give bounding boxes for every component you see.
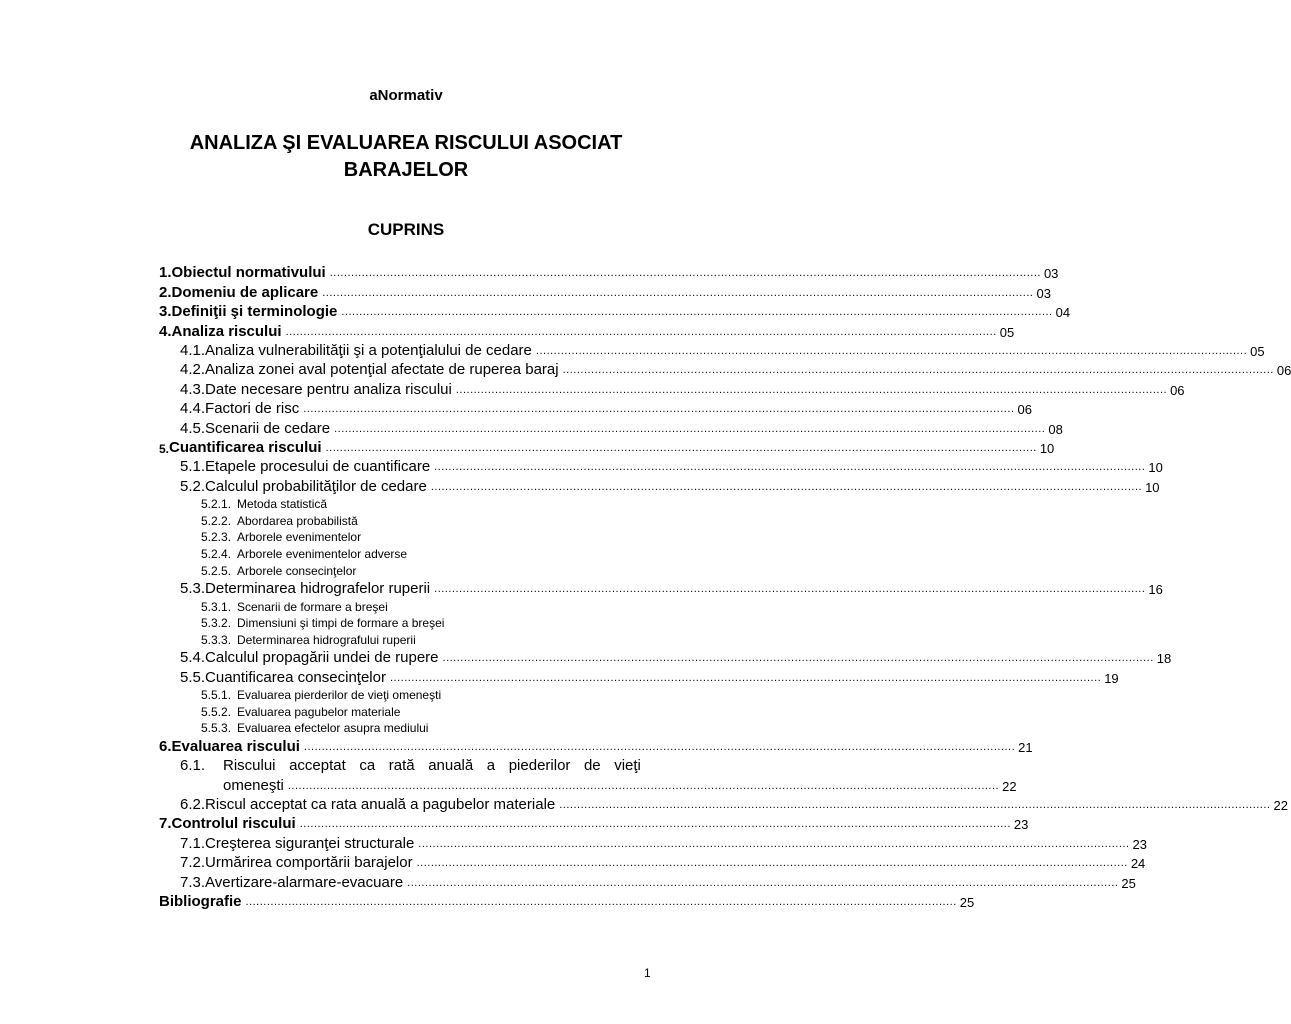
toc-number: 5.2.2. <box>201 513 232 528</box>
toc-label: Calculul propagării undei de rupere <box>205 649 439 667</box>
toc-page: 06 <box>1017 402 1032 418</box>
toc-entry-4-4 <box>159 398 1032 418</box>
toc-number: 4.1. <box>180 341 206 359</box>
toc-entry-5-2-5 <box>159 561 641 578</box>
dot-leader: ........................................................................................................................................................................................................ <box>285 325 997 338</box>
toc-entry-6-2 <box>159 794 1288 813</box>
toc-label-word: de <box>583 757 601 775</box>
toc-page: 23 <box>1132 836 1147 852</box>
toc-number: 7.3. <box>180 873 206 891</box>
toc-entry-5-2-1 <box>159 495 641 512</box>
toc-entry-4-5 <box>159 417 1063 437</box>
toc-entry-5-3-3 <box>159 630 641 647</box>
toc-label: Evaluarea pierderilor de vieţi omeneşti <box>237 688 442 703</box>
toc-entry-1 <box>159 262 1059 282</box>
title-line-2: BARAJELOR <box>343 159 469 181</box>
toc-number: 5.3.2. <box>201 616 232 631</box>
toc-label-justified <box>223 757 641 774</box>
toc-label: Cuantificarea riscului <box>169 438 322 456</box>
toc-entry-5-2-2 <box>159 511 641 528</box>
toc-label: Riscul acceptat ca rata anuală a pagubelor materiale <box>205 795 556 813</box>
dot-leader: ........................................................................................................................................................................................................ <box>334 422 1046 435</box>
toc-page: 24 <box>1130 856 1146 872</box>
toc-entry-5 <box>159 437 1055 456</box>
toc-label: Bibliografie <box>159 892 242 910</box>
toc-number: 5.5.3. <box>201 721 232 736</box>
toc-label-word: rată <box>388 757 415 775</box>
toc-label: Cuantificarea consecinţelor <box>205 668 386 686</box>
table-of-contents <box>159 262 1291 910</box>
toc-entry-6 <box>159 735 1033 755</box>
toc-number: 4. <box>159 322 172 340</box>
toc-number: 6.2. <box>180 795 206 813</box>
dot-leader: ........................................................................................................................................................................................................ <box>299 818 1011 831</box>
toc-label-word: ca <box>359 757 376 775</box>
toc-label-word: a <box>486 757 496 775</box>
title-line-1: ANALIZA ŞI EVALUAREA RISCULUI ASOCIAT <box>189 132 623 154</box>
dot-leader: ........................................................................................................................................................................................................ <box>407 876 1119 889</box>
toc-label: Creşterea siguranţei structurale <box>205 834 415 852</box>
toc-label: Determinarea hidrografului ruperii <box>237 632 416 647</box>
toc-page: 23 <box>1013 817 1029 833</box>
toc-number: 2. <box>159 283 172 301</box>
toc-label: Scenarii de formare a breşei <box>237 599 388 614</box>
toc-number: 5.2.5. <box>201 563 232 578</box>
toc-label: Evaluarea pagubelor materiale <box>237 704 401 719</box>
dot-leader: ........................................................................................................................................................................................................ <box>341 306 1053 319</box>
toc-number: 1. <box>159 264 172 282</box>
toc-number: 7.1. <box>180 834 206 852</box>
toc-label: Controlul riscului <box>171 815 296 833</box>
toc-number: 5.3. <box>180 580 206 598</box>
toc-page: 21 <box>1018 739 1033 755</box>
toc-number: 7.2. <box>180 854 206 872</box>
toc-label: Analiza riscului <box>171 322 282 340</box>
toc-entry-5-5 <box>159 666 1119 686</box>
toc-label: Arborele evenimentelor adverse <box>237 547 408 562</box>
toc-number: 7. <box>159 815 172 833</box>
toc-page: 25 <box>1121 875 1136 891</box>
dot-leader: ........................................................................................................................................................................................................ <box>303 740 1016 753</box>
toc-page: 08 <box>1048 421 1063 437</box>
toc-number: 5.3.1. <box>201 599 232 614</box>
toc-number: 6.1. <box>180 757 206 775</box>
toc-number: 5.2. <box>180 477 206 495</box>
toc-number: 5.4. <box>180 649 206 667</box>
document-subtitle: aNormativ <box>369 87 443 104</box>
toc-page: 22 <box>1273 797 1288 813</box>
toc-entry-5-3-2 <box>159 614 641 631</box>
dot-leader: ........................................................................................................................................................................................................ <box>389 671 1102 684</box>
dot-leader: ........................................................................................................................................................................................................ <box>434 583 1146 596</box>
toc-label: Etapele procesului de cuantificare <box>205 458 431 476</box>
toc-entry-5-2-4 <box>159 544 641 561</box>
dot-leader: ........................................................................................................................................................................................................ <box>434 461 1146 474</box>
toc-label: Abordarea probabilistă <box>237 513 358 528</box>
toc-label-word: Riscului <box>223 757 276 775</box>
dot-leader: ........................................................................................................................................................................................................ <box>430 480 1143 493</box>
toc-label: Analiza zonei aval potenţial afectate de ruperea baraj <box>205 361 559 379</box>
toc-number: 5.2.1. <box>201 497 232 512</box>
toc-number: 5.5.1. <box>201 688 232 703</box>
toc-entry-7 <box>159 813 1029 833</box>
page-number: 1 <box>644 966 651 980</box>
toc-page: 03 <box>1043 266 1059 282</box>
toc-label: omeneşti <box>223 776 284 794</box>
dot-leader: ........................................................................................................................................................................................................ <box>562 364 1274 377</box>
dot-leader: ........................................................................................................................................................................................................ <box>322 286 1034 299</box>
toc-entry-4 <box>159 320 1015 340</box>
toc-label: Urmărirea comportării barajelor <box>205 854 413 872</box>
toc-entry-7-1 <box>159 832 1147 852</box>
toc-label-word: anuală <box>428 757 474 775</box>
dot-leader: ........................................................................................................................................................................................................ <box>559 798 1271 811</box>
toc-label: Avertizare-alarmare-evacuare <box>205 873 404 891</box>
toc-entry-7-2 <box>159 852 1146 872</box>
toc-label: Definiţii şi terminologie <box>171 303 338 321</box>
toc-page: 10 <box>1148 460 1163 476</box>
toc-label-word: vieţi <box>614 757 641 775</box>
toc-entry-7-3 <box>159 871 1136 891</box>
dot-leader: ........................................................................................................................................................................................................ <box>416 857 1128 870</box>
toc-number: 5.5.2. <box>201 704 232 719</box>
toc-page: 03 <box>1036 285 1051 301</box>
toc-label: Determinarea hidrografelor ruperii <box>205 580 431 598</box>
dot-leader: ........................................................................................................................................................................................................ <box>287 779 1000 792</box>
toc-number: 5.3.3. <box>201 632 232 647</box>
toc-entry-2 <box>159 281 1051 301</box>
toc-entry-5-5-3 <box>159 719 641 736</box>
toc-entry-bibliografie <box>159 891 975 910</box>
toc-number: 3. <box>159 303 172 321</box>
toc-number: 6. <box>159 737 172 755</box>
toc-label: Dimensiuni şi timpi de formare a breşei <box>237 616 445 631</box>
toc-entry-3 <box>159 301 1071 321</box>
toc-page: 10 <box>1039 440 1055 456</box>
toc-entry-4-3 <box>159 378 1185 398</box>
dot-leader: ........................................................................................................................................................................................................ <box>329 267 1041 280</box>
dot-leader: ........................................................................................................................................................................................................ <box>325 441 1037 454</box>
toc-entry-5-1 <box>159 456 1163 476</box>
toc-page: 19 <box>1104 670 1119 686</box>
toc-entry-5-3-1 <box>159 597 641 614</box>
dot-leader: ........................................................................................................................................................................................................ <box>303 403 1015 416</box>
toc-label: Arborele evenimentelor <box>237 530 362 545</box>
toc-entry-4-2 <box>159 359 1291 379</box>
toc-label: Metoda statistică <box>237 497 328 512</box>
toc-page: 06 <box>1170 382 1185 398</box>
toc-number: 5.2.4. <box>201 547 232 562</box>
toc-page: 04 <box>1055 305 1071 321</box>
toc-label-word: piederilor <box>508 757 571 775</box>
toc-page: 05 <box>1250 343 1265 359</box>
dot-leader: ........................................................................................................................................................................................................ <box>455 383 1168 396</box>
toc-number: 5.1. <box>180 458 206 476</box>
toc-entry-5-5-2 <box>159 702 641 719</box>
toc-label: Obiectul normativului <box>171 264 326 282</box>
toc-page: 05 <box>999 324 1015 340</box>
toc-entry-6-1-continued <box>159 774 1017 794</box>
toc-number: 4.5. <box>180 419 206 437</box>
toc-entry-5-4 <box>159 647 1172 667</box>
toc-number: 4.4. <box>180 400 206 418</box>
toc-label: Domeniu de aplicare <box>171 283 319 301</box>
toc-entry-5-3 <box>159 578 1163 598</box>
toc-entry-5-2 <box>159 475 1160 495</box>
toc-label: Analiza vulnerabilităţii şi a potenţialului de cedare <box>205 341 532 359</box>
toc-page: 10 <box>1145 479 1160 495</box>
document-title <box>0 130 812 184</box>
dot-leader: ........................................................................................................................................................................................................ <box>418 837 1130 850</box>
toc-entry-5-2-3 <box>159 528 641 545</box>
dot-leader: ........................................................................................................................................................................................................ <box>442 652 1154 665</box>
toc-page: 16 <box>1148 582 1163 598</box>
toc-heading: CUPRINS <box>367 220 445 239</box>
toc-page: 22 <box>1002 778 1017 794</box>
toc-number: 5.5. <box>180 668 206 686</box>
toc-number: 4.2. <box>180 361 206 379</box>
toc-entry-6-1 <box>159 755 641 774</box>
toc-label: Scenarii de cedare <box>205 419 331 437</box>
toc-page: 25 <box>959 894 975 910</box>
dot-leader: ........................................................................................................................................................................................................ <box>245 895 957 908</box>
toc-number: 4.3. <box>180 380 206 398</box>
toc-page: 06 <box>1276 363 1291 379</box>
toc-label: Factori de risc <box>205 400 300 418</box>
toc-page: 18 <box>1156 651 1172 667</box>
toc-label-word: acceptat <box>289 757 346 775</box>
toc-label: Date necesare pentru analiza riscului <box>205 380 452 398</box>
toc-number: 5. <box>159 441 170 456</box>
toc-label: Arborele consecinţelor <box>237 563 357 578</box>
toc-entry-5-5-1 <box>159 686 641 703</box>
dot-leader: ........................................................................................................................................................................................................ <box>535 344 1248 357</box>
toc-entry-4-1 <box>159 340 1265 359</box>
toc-label: Evaluarea riscului <box>171 737 300 755</box>
toc-label: Calculul probabilităţilor de cedare <box>205 477 427 495</box>
toc-number: 5.2.3. <box>201 530 232 545</box>
toc-label: Evaluarea efectelor asupra mediului <box>237 721 429 736</box>
